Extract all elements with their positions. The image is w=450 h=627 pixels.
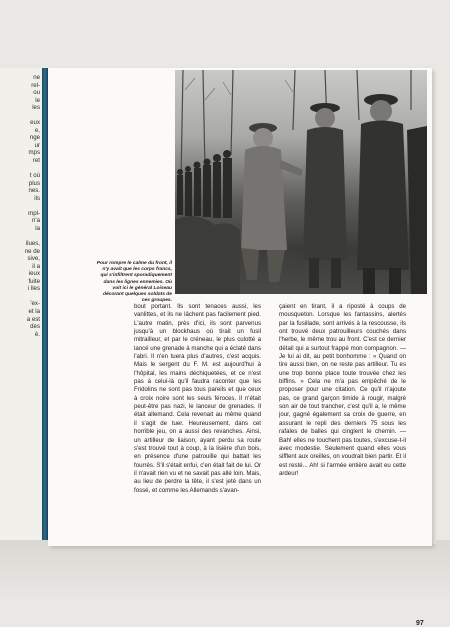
photo-caption: Pour rompre le calme du front, il n'y avait que les corps francs, qui s'infiltrent sporadiquement dans les lignes ennemies. Où voit ici le général Loiseau décorant quelques soldats de ces groupes.	[96, 261, 172, 304]
page-edge	[432, 72, 436, 544]
body-column-left-text: bout portant. Ils sont tenaces aussi, les vanlittes, et ils ne lâchent pas facilement pied. L'autre matin, près d'ici, ils sont parvenus jusqu'à un blockhaus où tirait un fusil mitrailleur, et par le créneau, le plus culotté a lancé une grenade à manche qui a éclaté dans l'abri. Il n'en tuera plus d'autres, c'est acquis. Mais le sergent du F. M. est aujourd'hui à l'hôpital, les mains déchiquetées, et ce n'est pas à celui-là qu'il faudra raconter que les Fridolins ne sont pas tous pareils et que ceux à croix noire sont les seuls féroces. Il n'était peut-être pas nazi, le lanceur de grenades. Il était allemand. Cela revenait au même quand il s'agit de tuer. Heureusement, dans cet horrible jeu, on a aussi des revanches. Ainsi, un artilleur de liaison, ayant perdu sa route s'est trouvé tout à coup, à la lisière d'un bois, en présence d'une patrouille qui battait les fourrés. S'il s'était enfui, c'en était fait de lui. Or il n'avait rien vu et ne savait pas allé loin. Mais, au lieu de perdre la tête, il s'est jeté dans un fossé, et comme les Allemands s'avan-	[134, 303, 261, 494]
page-number: 97	[416, 620, 424, 627]
previous-page	[0, 68, 44, 546]
current-page	[48, 68, 432, 627]
body-column-right-text: çaient en tirant, il a riposté à coups de mousqueton. Lorsque les fantassins, alertés par la fusillade, sont arrivés à la rescousse, ils ont trouvé deux patrouilleurs couchés dans l'herbe, le même trou au front. C'est ce dernier détail qui a surtout frappé mon compagnon. — Je lui ai dit, au petit bonhomme : « Quand on tire aussi bien, on ne reste pas artilleur. Tu es une trop bonne place toute trouvée chez les biffins. » Cela ne m'a pas empêché de le proposer pour une citation. Ce qu'il n'ajoute pas, ce grand garçon timide à rougir, malgré son air de tout trancher, c'est qu'il a, le même jour, gagné également sa croix de guerre, en assurant le repli des derniers 75 sous les rafales de balles qui cinglent le chemin. — Bah! elles ne touchent pas toutes, s'excuse-t-il avec modestie. Seulement quand elles vous sifflent aux oreilles, on voudrait bien partir. Et il est resté... Ah! si l'armée entière avait eu cette ardeur!	[279, 303, 406, 477]
previous-page-text: ne rel- ou le les eux e, nge ur mps ret t où plus nes. ils mpl- n'a la ilues, ne de sive, il a ieux fuite i lles 'ex- et la a est des è.	[24, 74, 40, 338]
body-column-left	[134, 303, 261, 495]
body-column-right	[279, 303, 406, 478]
table-surface	[0, 540, 450, 600]
soldiers-photo-illustration	[175, 70, 427, 294]
soldiers-photo	[175, 70, 427, 294]
